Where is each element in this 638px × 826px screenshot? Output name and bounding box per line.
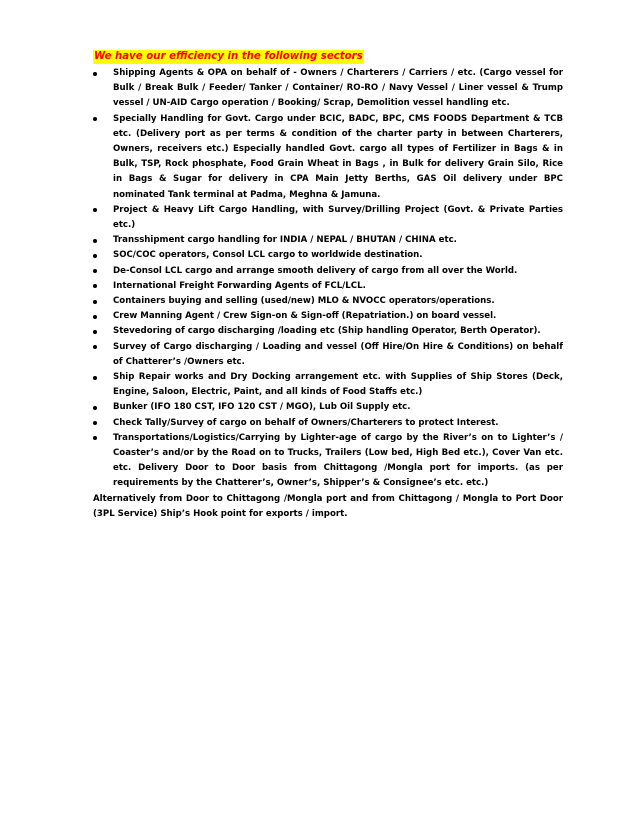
sector-item-text: Transshipment cargo handling for INDIA / NEPAL / BHUTAN / CHINA etc. [113, 235, 457, 246]
sector-item [93, 112, 563, 203]
sector-item-text: Shipping Agents & OPA on behalf of - Owners / Charterers / Carriers / etc. (Cargo vessel for Bulk / Break Bulk / Feeder/ Tanker / Container/ RO-RO / Navy Vessel / Liner vessel & Trump vessel / UN-AID Cargo operation / Booking/ Scrap, Demolition vessel handling etc. [113, 68, 563, 109]
bullet-icon [93, 330, 97, 334]
sector-item-text: SOC/COC operators, Consol LCL cargo to worldwide destination. [113, 250, 423, 261]
sector-item-text: De-Consol LCL cargo and arrange smooth delivery of cargo from all over the World. [113, 265, 518, 276]
bullet-icon [93, 239, 97, 243]
bullet-icon [93, 284, 97, 288]
sector-item-text: International Freight Forwarding Agents of FCL/LCL. [113, 280, 366, 291]
sector-item-text: Bunker (IFO 180 CST, IFO 120 CST / MGO), Lub Oil Supply etc. [113, 402, 411, 413]
sector-item [93, 309, 563, 324]
bullet-icon [93, 421, 97, 425]
bullet-icon [93, 315, 97, 319]
bullet-icon [93, 436, 97, 440]
bullet-icon [93, 72, 97, 76]
bullet-icon [93, 376, 97, 380]
sector-item-text: Specially Handling for Govt. Cargo under BCIC, BADC, BPC, CMS FOODS Department & TCB etc. (Delivery port as per terms & condition of the charter party in between Charterers, Owners, receivers etc.) Especially handled Govt. cargo all types of Fertilizer in Bags & in Bulk, TSP, Rock phosphate, Food Grain Wheat in Bags , in Bulk for delivery Grain Silo, Rice in Bags & Sugar for delivery in CPA Main Jetty Berths, GAS Oil delivery under BPC nominated Tank terminal at Padma, Meghna & Jamuna. [113, 113, 563, 200]
sector-item [93, 233, 563, 248]
sector-item [93, 264, 563, 279]
sector-item-text: Project & Heavy Lift Cargo Handling, with Survey/Drilling Project (Govt. & Private Parties etc.) [113, 204, 563, 231]
document-page [93, 44, 563, 522]
sector-item [93, 431, 563, 492]
sector-item [93, 279, 563, 294]
sector-item-text: Check Tally/Survey of cargo on behalf of Owners/Charterers to protect Interest. [113, 417, 499, 428]
bullet-icon [93, 117, 97, 121]
sector-item [93, 400, 563, 415]
sector-item-text: Stevedoring of cargo discharging /loading etc (Ship handling Operator, Berth Operator). [113, 326, 541, 337]
sector-item [93, 370, 563, 400]
sector-item-text: Survey of Cargo discharging / Loading and vessel (Off Hire/On Hire & Conditions) on behalf of Chatterer’s /Owners etc. [113, 341, 563, 367]
sector-list [93, 66, 563, 492]
sector-item-text: Transportations/Logistics/Carrying by Lighter-age of cargo by the River’s on to Lighter’s / Coaster’s and/or by the Road on to Trucks, Trailers (Low bed, High Bed etc.), Cover Van etc. etc. Delivery Door to Door basis from Chittagong /Mongla port for imports. (as per requirements by the Chatterer’s, Owner’s, Shipper’s & Consignee’s etc. etc.) [113, 432, 563, 489]
sector-item [93, 66, 563, 112]
bullet-icon [93, 406, 97, 410]
sector-item [93, 248, 563, 263]
bullet-icon [93, 254, 97, 258]
bullet-icon [93, 208, 97, 212]
sector-item [93, 203, 563, 233]
sector-item [93, 324, 563, 339]
sectors-heading: We have our efficiency in the following sectors [94, 51, 363, 62]
bullet-icon [93, 269, 97, 273]
bullet-icon [93, 345, 97, 349]
sector-item [93, 294, 563, 309]
sector-item-text: Ship Repair works and Dry Docking arrangement etc. with Supplies of Ship Stores (Deck, Engine, Saloon, Electric, Paint, and all kinds of Food Staffs etc.) [113, 372, 563, 398]
sector-item-text: Containers buying and selling (used/new) MLO & NVOCC operators/operations. [113, 296, 495, 307]
sector-item-text: Crew Manning Agent / Crew Sign-on & Sign-off (Repatriation.) on board vessel. [113, 311, 497, 322]
sector-item [93, 340, 563, 370]
sector-item [93, 416, 563, 431]
closing-paragraph: Alternatively from Door to Chittagong /Mongla port and from Chittagong / Mongla to Port Door (3PL Service) Ship’s Hook point for exports / import. [93, 493, 563, 519]
bullet-icon [93, 300, 97, 304]
